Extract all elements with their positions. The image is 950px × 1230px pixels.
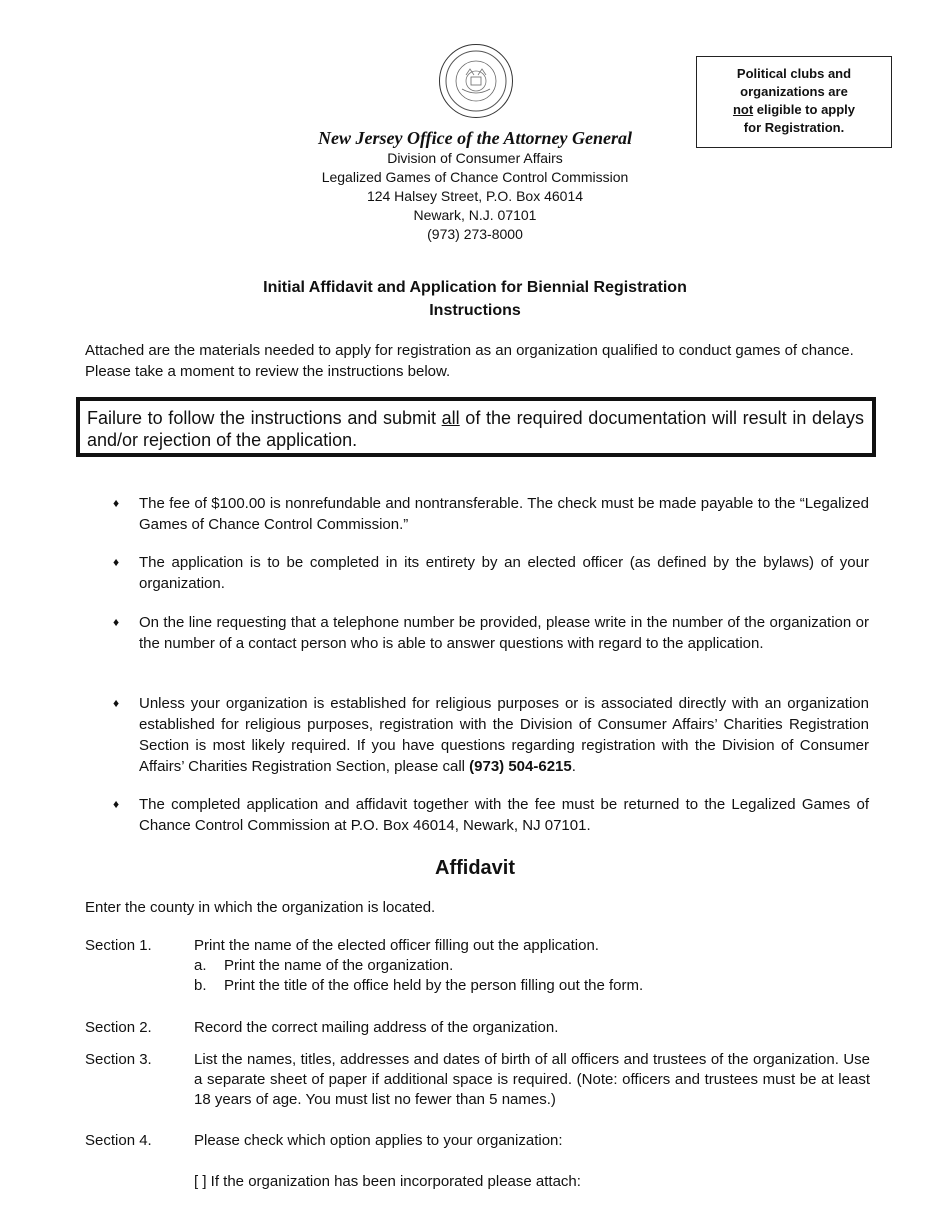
section-label: Section 2. bbox=[85, 1019, 152, 1036]
header-line: 124 Halsey Street, P.O. Box 46014 bbox=[366, 188, 584, 204]
notice-line-4: for Registration. bbox=[743, 120, 845, 135]
section-text: Record the correct mailing address of the organization. bbox=[194, 1019, 559, 1036]
affidavit-heading: Affidavit bbox=[435, 857, 515, 879]
section-text: Please check which option applies to your organization: bbox=[194, 1132, 563, 1149]
title-line-2: Instructions bbox=[429, 302, 521, 319]
section-text: Print the name of the elected officer filling out the application. bbox=[194, 937, 599, 954]
sub-text: Print the title of the office held by the person filling out the form. bbox=[224, 977, 644, 994]
list-item-text bbox=[139, 693, 869, 777]
section-text: List the names, titles, addresses and dates of birth of all officers and trustees of the organization. Use a separate sheet of paper if additional space is required. (Note: officers and trustees must be at least 18 years of age. You must list no fewer than 5 names.) bbox=[194, 1051, 870, 1108]
warning-text-after: of the required documentation will result in delays and/or rejection of the application. bbox=[87, 408, 865, 450]
agency-name: New Jersey Office of the Attorney General bbox=[318, 128, 632, 148]
list-item-text: The fee of $100.00 is nonrefundable and nontransferable. The check must be made payable to the “Legalized Games of Chance Control Commission.” bbox=[139, 495, 869, 533]
list-item bbox=[113, 794, 869, 836]
notice-not-word: not bbox=[732, 102, 754, 117]
option-text: [ ] If the organization has been incorporated please attach: bbox=[194, 1173, 581, 1190]
notice-line-3 bbox=[697, 101, 891, 119]
list-item bbox=[113, 552, 869, 594]
section-label: Section 3. bbox=[85, 1051, 152, 1068]
section-3 bbox=[85, 1050, 870, 1110]
state-seal-icon bbox=[439, 44, 513, 118]
warning-box bbox=[76, 397, 876, 457]
subsection-b bbox=[194, 976, 870, 996]
header-line: Legalized Games of Chance Control Commission bbox=[321, 169, 629, 185]
list-item-text: The application is to be completed in its entirety by an elected officer (as defined by the bylaws) of your organization. bbox=[139, 554, 869, 592]
title-line-1: Initial Affidavit and Application for Biennial Registration bbox=[263, 279, 687, 296]
charities-phone: (973) 504-6215 bbox=[469, 758, 572, 775]
section-label: Section 1. bbox=[85, 937, 152, 954]
diamond-bullet-icon: ♦ bbox=[113, 555, 120, 569]
list-item bbox=[113, 493, 869, 535]
diamond-bullet-icon: ♦ bbox=[113, 797, 120, 811]
intro-paragraph: Attached are the materials needed to apply for registration as an organization qualified to conduct games of chance. Please take a moment to review the instructions below. bbox=[85, 342, 854, 380]
list-item-text: The completed application and affidavit together with the fee must be returned to the Legalized Games of Chance Control Commission at P.O. Box 46014, Newark, NJ 07101. bbox=[139, 796, 869, 834]
list-item bbox=[113, 693, 869, 777]
header-line: Division of Consumer Affairs bbox=[387, 150, 563, 166]
header-phone: (973) 273-8000 bbox=[427, 226, 523, 242]
section-label: Section 4. bbox=[85, 1132, 152, 1149]
sub-letter: b. bbox=[194, 977, 207, 994]
document-title bbox=[0, 276, 950, 322]
sub-letter: a. bbox=[194, 957, 207, 974]
diamond-bullet-icon: ♦ bbox=[113, 696, 120, 710]
warning-emphasis: all bbox=[441, 408, 460, 428]
diamond-bullet-icon: ♦ bbox=[113, 496, 120, 510]
subsection-a bbox=[194, 956, 870, 976]
incorporated-option bbox=[85, 1172, 870, 1192]
notice-line-2: organizations are bbox=[740, 84, 848, 99]
diamond-bullet-icon: ♦ bbox=[113, 615, 120, 629]
list-item-text: On the line requesting that a telephone number be provided, please write in the number of the organization or the number of a contact person who is able to answer questions with regard to the application. bbox=[139, 614, 869, 652]
notice-line-1: Political clubs and bbox=[736, 66, 852, 81]
sub-text: Print the name of the organization. bbox=[224, 957, 454, 974]
charities-text: Unless your organization is established for religious purposes or is associated directly with an organization established for religious purposes, registration with the Division of Consumer Affairs’ Charities Registration Section is most likely required. If you have questions regarding registration with the Division of Consumer Affairs’ Charities Registration Section, please call bbox=[139, 695, 869, 775]
section-4 bbox=[85, 1131, 870, 1151]
list-item bbox=[113, 612, 869, 654]
county-instruction: Enter the county in which the organization is located. bbox=[85, 899, 436, 916]
charities-text-tail: . bbox=[571, 758, 576, 775]
section-2 bbox=[85, 1018, 870, 1038]
notice-line-3-rest: eligible to apply bbox=[753, 102, 856, 117]
letterhead bbox=[0, 127, 950, 244]
section-1 bbox=[85, 936, 870, 996]
header-line: Newark, N.J. 07101 bbox=[413, 207, 537, 223]
warning-text-before: Failure to follow the instructions and submit bbox=[87, 408, 442, 428]
